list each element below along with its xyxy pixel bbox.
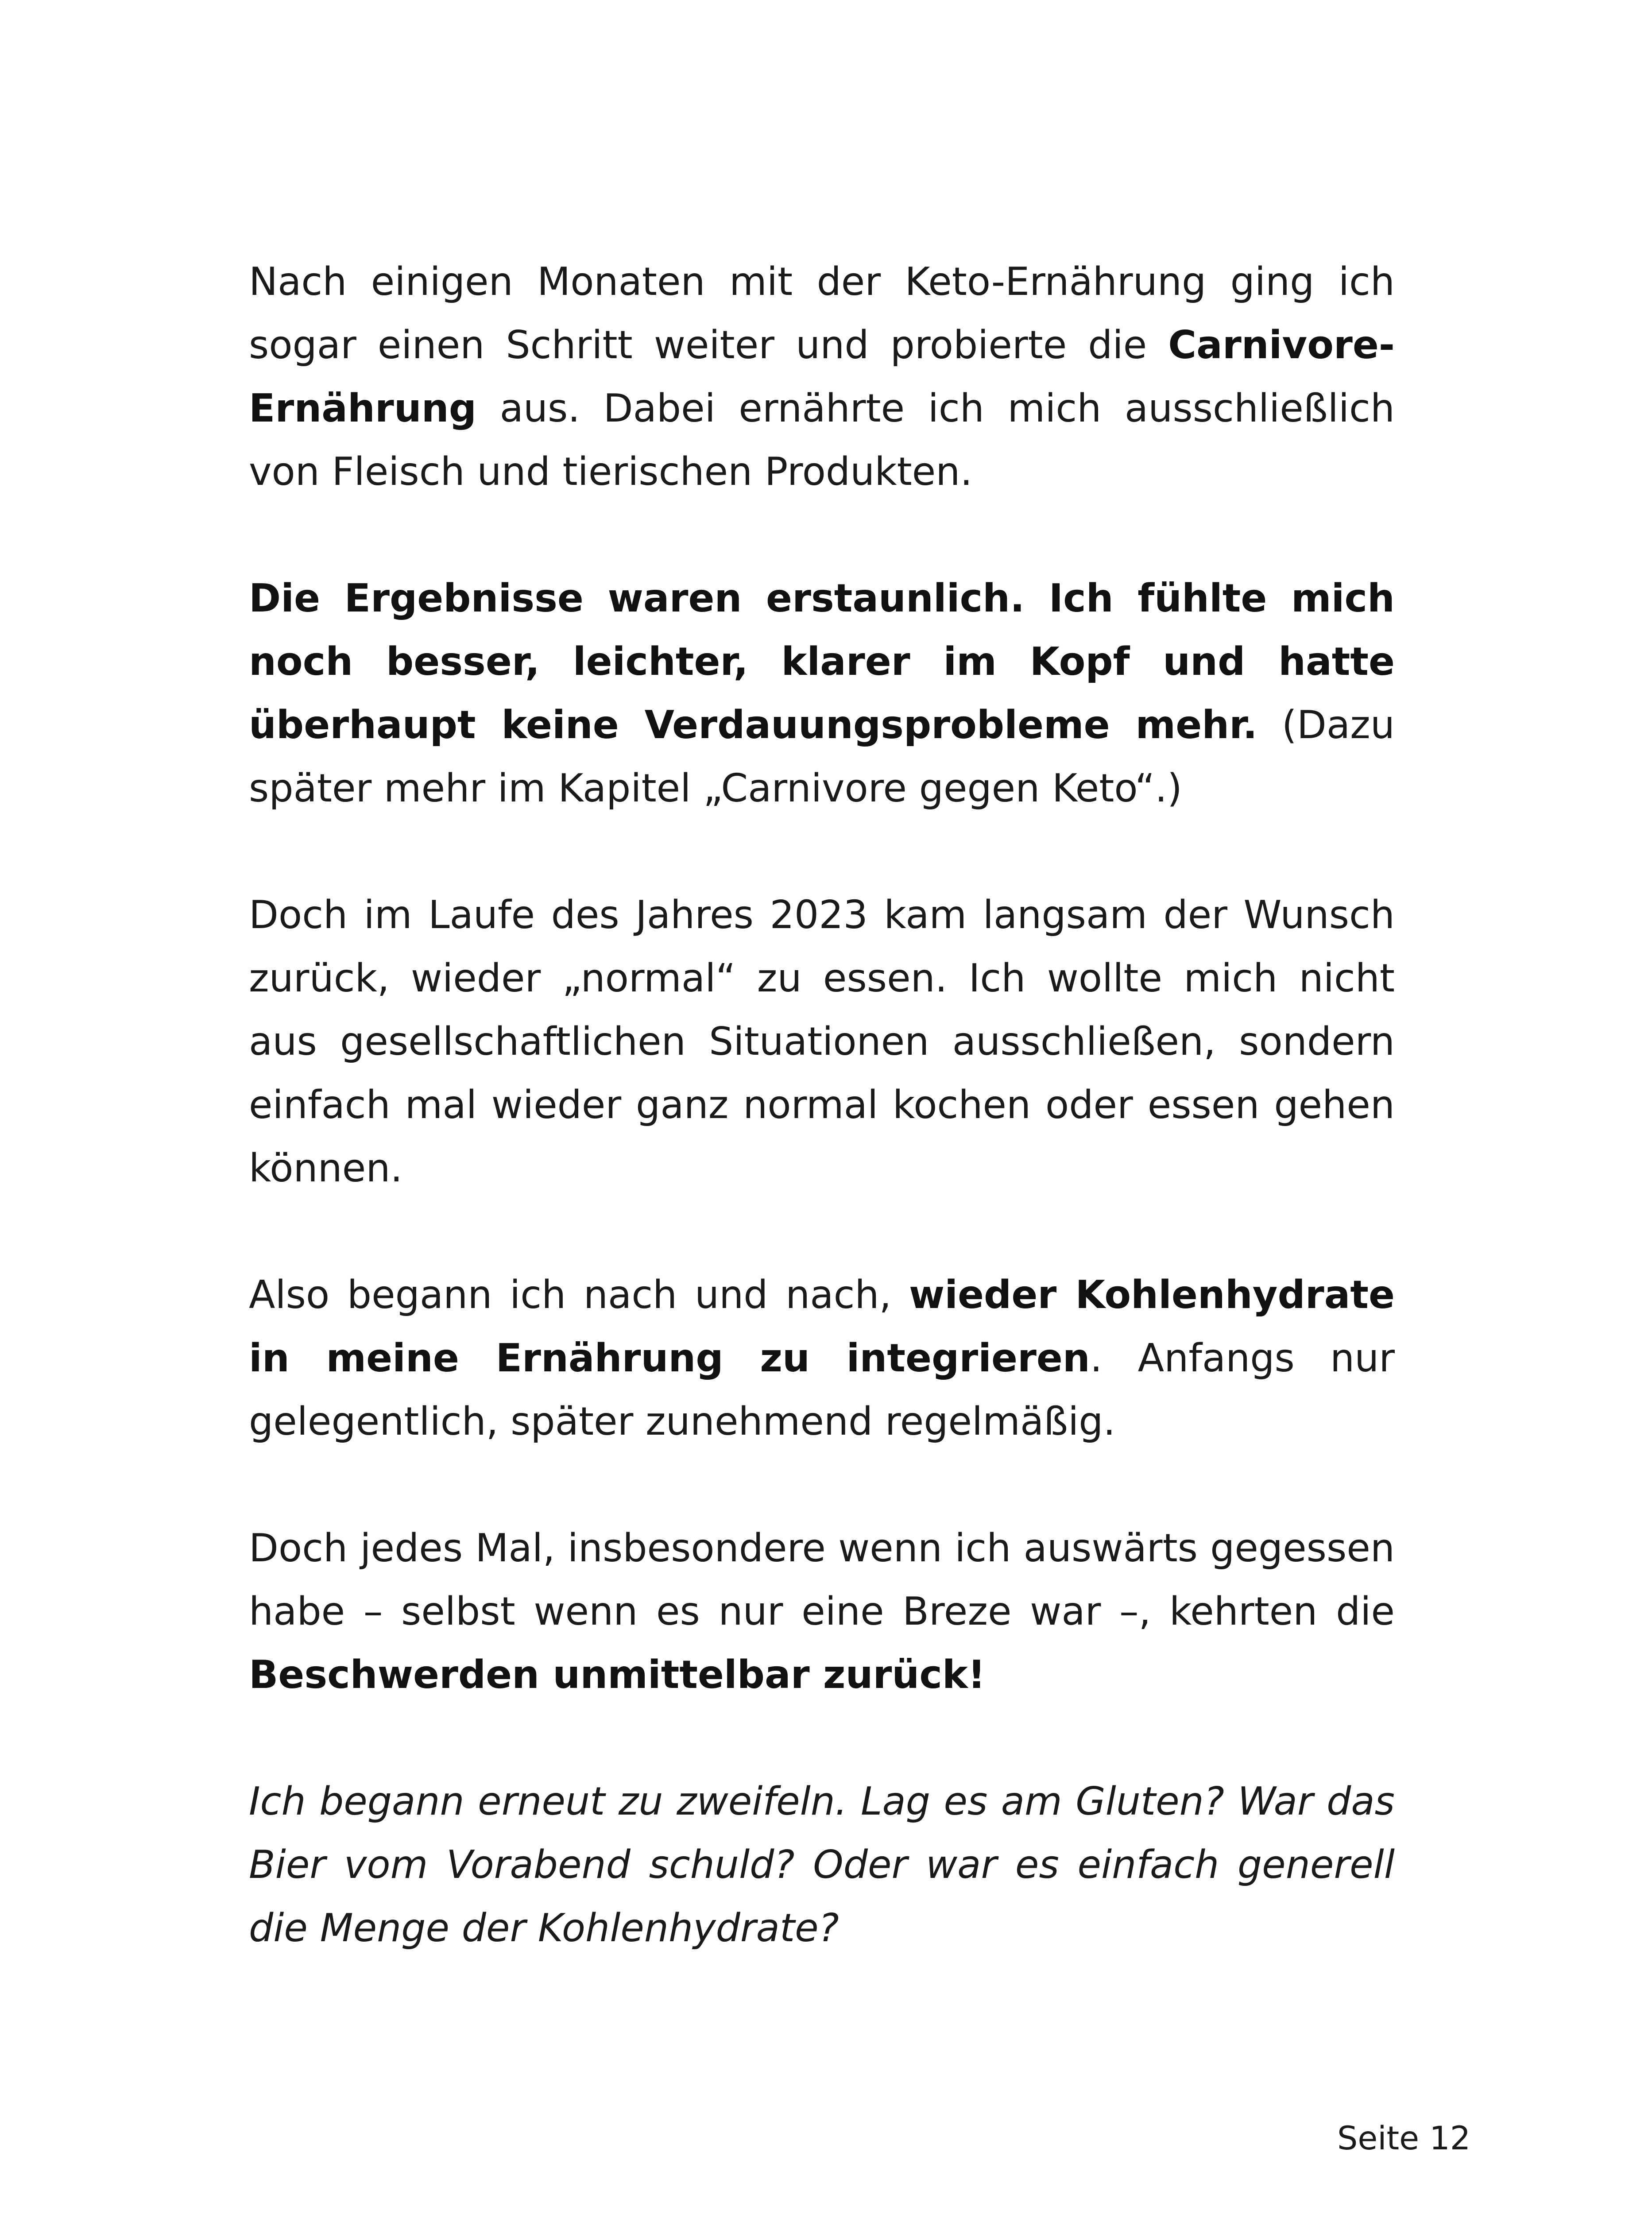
text-segment: aus. Dabei ernährte ich mich ausschließlich von Fleisch und tierischen Produkten. bbox=[249, 386, 1395, 494]
paragraph-carnivore-intro bbox=[249, 250, 1395, 503]
bold-text-segment: wieder Kohlenhydrate in meine Ernährung zu integrieren bbox=[249, 1272, 1395, 1381]
text-segment: Doch im Laufe des Jahres 2023 kam langsam der Wunsch zurück, wieder „normal“ zu essen. Ich wollte mich nicht aus gesellschaftlichen Situationen ausschließen, sondern einfach mal wieder ganz normal kochen oder essen gehen können. bbox=[249, 892, 1395, 1191]
page-number: Seite 12 bbox=[1337, 2120, 1471, 2157]
text-segment: Doch jedes Mal, insbesondere wenn ich auswärts gegessen habe – selbst wenn es nur eine Breze war –, kehrten die bbox=[249, 1525, 1395, 1634]
text-segment: Also begann ich nach und nach, bbox=[249, 1272, 909, 1317]
paragraph-complaints bbox=[249, 1517, 1395, 1707]
paragraph-carbohydrates bbox=[249, 1263, 1395, 1453]
paragraph-return-to-normal bbox=[249, 883, 1395, 1200]
bold-text-segment: Carnivore-Ernährung bbox=[249, 322, 1395, 431]
bold-text-segment: Die Ergebnisse waren erstaunlich. Ich fühlte mich noch besser, leichter, klarer im Kopf und hatte überhaupt keine Verdauungsprobleme mehr. bbox=[249, 576, 1395, 747]
text-segment: Nach einigen Monaten mit der Keto-Ernährung ging ich sogar einen Schritt weiter und probierte die bbox=[249, 259, 1395, 368]
paragraph-results bbox=[249, 567, 1395, 820]
text-segment: (Dazu später mehr im Kapitel „Carnivore gegen Keto“.) bbox=[249, 702, 1395, 811]
text-segment: . Anfangs nur gelegentlich, später zunehmend regelmäßig. bbox=[249, 1335, 1395, 1444]
page-body bbox=[249, 250, 1395, 2023]
bold-text-segment: Beschwerden unmittelbar zurück! bbox=[249, 1652, 986, 1697]
text-segment: Ich begann erneut zu zweifeln. Lag es am Gluten? War das Bier vom Vorabend schuld? Oder war es einfach generell die Menge der Kohlenhydrate? bbox=[249, 1779, 1395, 1951]
paragraph-doubts-italic bbox=[249, 1770, 1395, 1960]
